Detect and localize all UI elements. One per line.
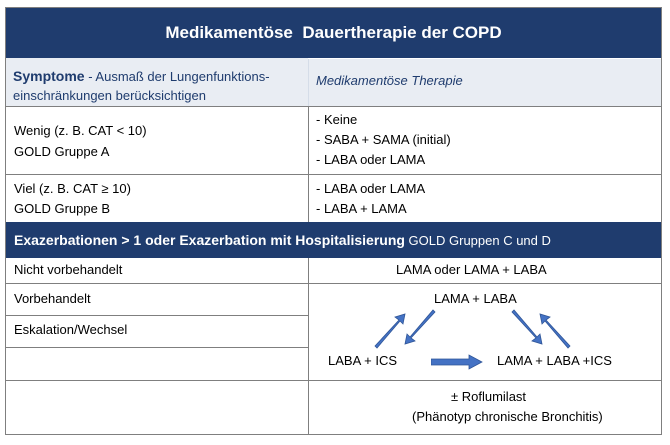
table-title: Medikamentöse Dauertherapie der COPD xyxy=(6,8,661,58)
exacerbation-text xyxy=(14,232,551,248)
escalation-arrows-left-icon xyxy=(371,306,441,352)
column-divider-top xyxy=(308,106,309,222)
group-b-line2: GOLD Gruppe B xyxy=(14,201,111,216)
header-symptome-text xyxy=(13,67,300,105)
therapy-roflumilast: ± Roflumilast xyxy=(451,389,527,404)
group-b-therapy-1: - LABA oder LAMA xyxy=(316,181,426,196)
divider xyxy=(6,283,661,284)
group-a-line1: Wenig (z. B. CAT < 10) xyxy=(14,123,147,138)
row-vorbehandelt: Vorbehandelt xyxy=(14,291,91,306)
divider xyxy=(6,315,308,316)
group-a-therapy-2: - SABA + SAMA (initial) xyxy=(316,132,451,147)
group-b-line1: Viel (z. B. CAT ≥ 10) xyxy=(14,181,131,196)
row-nicht-vorbehandelt: Nicht vorbehandelt xyxy=(14,262,123,277)
column-divider-bottom xyxy=(308,258,309,435)
escalation-arrows-right-icon xyxy=(506,306,576,352)
switch-arrow-icon xyxy=(431,354,483,370)
copd-therapy-table xyxy=(5,7,662,435)
header-symptome-rest-label-2: einschränkungen berücksichtigen xyxy=(13,88,206,103)
group-a-line2: GOLD Gruppe A xyxy=(14,144,110,159)
group-b-therapy-2: - LABA + LAMA xyxy=(316,201,407,216)
divider xyxy=(6,380,661,381)
exacerbation-rest: GOLD Gruppen C und D xyxy=(404,233,551,248)
therapy-lama-laba-ics: LAMA + LABA +ICS xyxy=(497,353,612,368)
divider xyxy=(6,174,661,175)
header-therapy-cell xyxy=(309,59,661,107)
group-a-therapy-3: - LABA oder LAMA xyxy=(316,152,426,167)
exacerbation-bold: Exazerbationen > 1 oder Exazerbation mit Hospitalisierung xyxy=(14,232,405,248)
therapy-phaenotyp: (Phänotyp chronische Bronchitis) xyxy=(412,409,603,424)
divider xyxy=(6,106,661,107)
therapy-laba-ics: LABA + ICS xyxy=(328,353,398,368)
header-symptome-rest-label-1: - Ausmaß der Lungenfunktions- xyxy=(84,69,270,84)
exacerbation-band xyxy=(6,222,661,258)
therapy-nicht-vorbehandelt: LAMA oder LAMA + LABA xyxy=(396,262,547,277)
therapy-lama-laba: LAMA + LABA xyxy=(434,291,517,306)
group-a-therapy-1: - Keine xyxy=(316,112,358,127)
divider xyxy=(6,347,308,348)
row-eskalation: Eskalation/Wechsel xyxy=(14,322,128,337)
header-symptome-bold-label: Symptome xyxy=(13,68,85,84)
header-therapy: Medikamentöse Therapie xyxy=(316,73,463,88)
